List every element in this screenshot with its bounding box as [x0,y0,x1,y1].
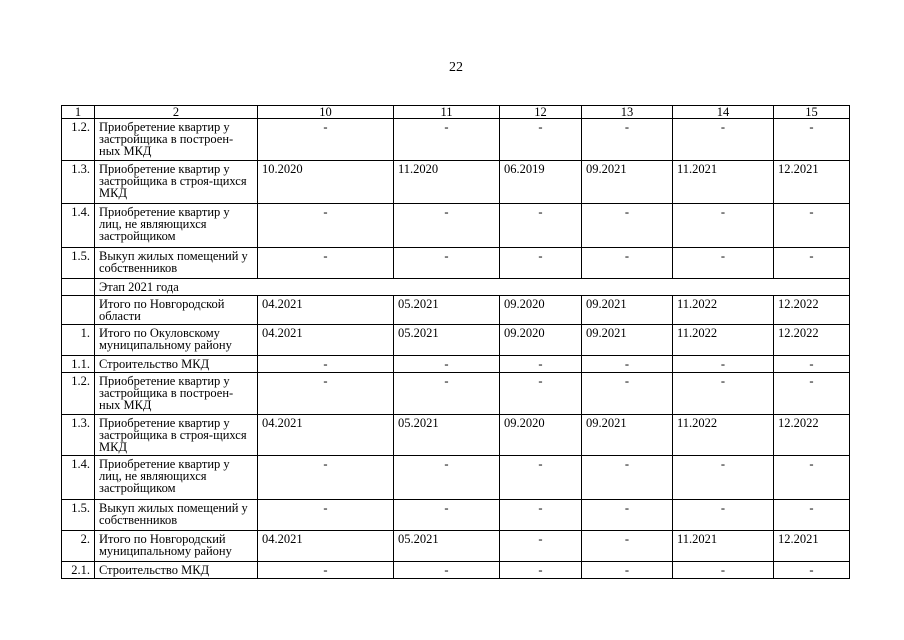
table-row [62,204,850,248]
table-row [62,279,850,296]
value-cell: - [582,500,673,531]
row-number-cell [62,296,95,325]
value-cell: - [500,562,582,579]
value-cell: - [258,204,394,248]
value-cell: - [774,119,850,161]
value-cell: - [582,373,673,415]
value-cell: - [582,119,673,161]
value-cell: - [774,456,850,500]
value-cell: - [582,204,673,248]
value-cell: - [500,204,582,248]
row-number-cell: 1.1. [62,356,95,373]
table-row [62,325,850,356]
column-header: 11 [394,106,500,119]
value-cell: - [258,456,394,500]
column-header: 2 [95,106,258,119]
table-row [62,456,850,500]
value-cell: - [258,562,394,579]
value-cell: 09.2021 [582,161,673,204]
value-cell: 09.2021 [582,296,673,325]
column-header: 13 [582,106,673,119]
data-table [61,105,850,579]
value-cell: - [500,456,582,500]
table-row [62,161,850,204]
row-name-cell: Приобретение квартир у лиц, не являющихся застройщиком [95,204,258,248]
value-cell: - [500,500,582,531]
row-number-cell: 1.2. [62,119,95,161]
value-cell: 09.2021 [582,325,673,356]
table-row [62,248,850,279]
value-cell: - [394,119,500,161]
row-name-cell: Приобретение квартир у застройщика в построен-ных МКД [95,373,258,415]
table-row [62,531,850,562]
value-cell: 06.2019 [500,161,582,204]
value-cell: 04.2021 [258,531,394,562]
value-cell: - [673,204,774,248]
row-name-cell: Выкуп жилых помещений у собственников [95,248,258,279]
value-cell: - [774,500,850,531]
value-cell: 11.2022 [673,415,774,456]
row-number-cell: 1.4. [62,204,95,248]
value-cell: 12.2022 [774,296,850,325]
value-cell: - [394,248,500,279]
value-cell: - [258,248,394,279]
value-cell: 12.2022 [774,415,850,456]
row-number-cell: 1.3. [62,161,95,204]
table-header-row [62,106,850,119]
value-cell: - [774,204,850,248]
value-cell: - [673,373,774,415]
value-cell: 04.2021 [258,325,394,356]
row-number-cell [62,279,95,296]
row-number-cell: 1.4. [62,456,95,500]
value-cell: 05.2021 [394,415,500,456]
value-cell: - [673,562,774,579]
value-cell: - [673,500,774,531]
page-number: 22 [449,60,463,75]
row-number-cell: 2.1. [62,562,95,579]
row-number-cell: 2. [62,531,95,562]
value-cell: - [500,373,582,415]
value-cell: - [394,456,500,500]
value-cell: - [582,562,673,579]
row-name-cell: Выкуп жилых помещений у собственников [95,500,258,531]
table-row [62,562,850,579]
value-cell: - [500,531,582,562]
row-number-cell: 1.3. [62,415,95,456]
value-cell: - [673,119,774,161]
value-cell: - [673,456,774,500]
table-row [62,373,850,415]
value-cell: 05.2021 [394,325,500,356]
table-row [62,356,850,373]
value-cell: 12.2021 [774,531,850,562]
row-number-cell: 1.5. [62,500,95,531]
row-number-cell: 1.5. [62,248,95,279]
value-cell: 10.2020 [258,161,394,204]
value-cell: 11.2021 [673,531,774,562]
column-header: 1 [62,106,95,119]
stage-heading: Этап 2021 года [95,279,850,296]
value-cell: 11.2021 [673,161,774,204]
table-row [62,296,850,325]
value-cell: - [394,356,500,373]
row-name-cell: Итого по Новгородской области [95,296,258,325]
value-cell: 04.2021 [258,296,394,325]
value-cell: - [774,248,850,279]
value-cell: - [500,119,582,161]
value-cell: - [500,356,582,373]
value-cell: 09.2020 [500,325,582,356]
value-cell: - [582,531,673,562]
column-header: 12 [500,106,582,119]
value-cell: - [394,500,500,531]
value-cell: 11.2022 [673,296,774,325]
value-cell: - [258,119,394,161]
table-row [62,119,850,161]
value-cell: - [582,456,673,500]
value-cell: - [500,248,582,279]
row-number-cell: 1.2. [62,373,95,415]
value-cell: 05.2021 [394,531,500,562]
row-name-cell: Приобретение квартир у застройщика в строя-щихся МКД [95,415,258,456]
row-number-cell: 1. [62,325,95,356]
column-header: 10 [258,106,394,119]
value-cell: - [394,373,500,415]
value-cell: - [774,373,850,415]
value-cell: - [258,500,394,531]
value-cell: - [258,373,394,415]
row-name-cell: Приобретение квартир у застройщика в построен-ных МКД [95,119,258,161]
row-name-cell: Строительство МКД [95,356,258,373]
value-cell: - [258,356,394,373]
value-cell: 11.2022 [673,325,774,356]
value-cell: - [774,356,850,373]
table-row [62,500,850,531]
row-name-cell: Итого по Окуловскому муниципальному району [95,325,258,356]
value-cell: 12.2021 [774,161,850,204]
value-cell: 09.2021 [582,415,673,456]
value-cell: 09.2020 [500,296,582,325]
value-cell: - [394,204,500,248]
value-cell: - [582,248,673,279]
column-header: 14 [673,106,774,119]
column-header: 15 [774,106,850,119]
row-name-cell: Приобретение квартир у лиц, не являющихся застройщиком [95,456,258,500]
value-cell: 11.2020 [394,161,500,204]
value-cell: - [394,562,500,579]
row-name-cell: Строительство МКД [95,562,258,579]
value-cell: 12.2022 [774,325,850,356]
value-cell: 09.2020 [500,415,582,456]
value-cell: - [774,562,850,579]
row-name-cell: Приобретение квартир у застройщика в строя-щихся МКД [95,161,258,204]
value-cell: 05.2021 [394,296,500,325]
table-row [62,415,850,456]
row-name-cell: Итого по Новгородский муниципальному району [95,531,258,562]
value-cell: - [673,356,774,373]
value-cell: - [673,248,774,279]
value-cell: - [582,356,673,373]
value-cell: 04.2021 [258,415,394,456]
